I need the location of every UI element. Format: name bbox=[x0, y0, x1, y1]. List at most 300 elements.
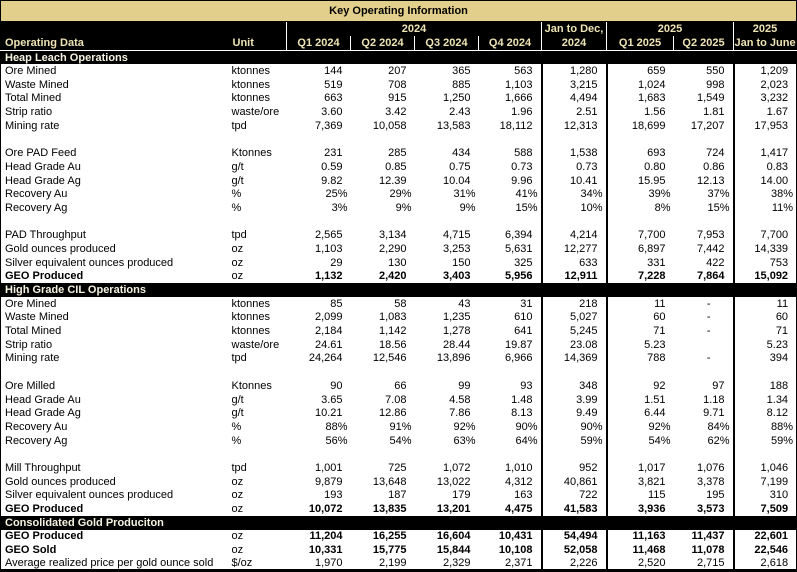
row-value: 97 bbox=[712, 379, 725, 392]
row-label: Strip ratio bbox=[5, 338, 53, 351]
row-value: 10,331 bbox=[308, 544, 343, 557]
table-row bbox=[1, 406, 797, 420]
row-unit: Ktonnes bbox=[231, 147, 272, 160]
row-value: 10,431 bbox=[498, 530, 533, 543]
row-value: 18.56 bbox=[378, 338, 407, 351]
row-value bbox=[351, 215, 415, 229]
row-value: 22,546 bbox=[734, 543, 797, 557]
row-value bbox=[287, 365, 351, 379]
row-value: 179 bbox=[452, 489, 471, 502]
row-value: 693 bbox=[607, 146, 674, 160]
row-value: 12.39 bbox=[378, 174, 407, 187]
row-value: 4,715 bbox=[442, 229, 471, 242]
row-value: 15,844 bbox=[436, 544, 471, 557]
spacer-row bbox=[1, 447, 797, 461]
row-value: 22,601 bbox=[734, 530, 797, 544]
row-value bbox=[674, 447, 734, 461]
row-label: Average realized price per gold ounce sold bbox=[5, 557, 214, 570]
row-value: 519 bbox=[324, 78, 343, 91]
row-value: 4.58 bbox=[449, 393, 471, 406]
row-value: 92% bbox=[453, 420, 476, 433]
row-value: 0.86 bbox=[703, 160, 725, 173]
section-header-row bbox=[1, 283, 797, 297]
row-value: 3,573 bbox=[696, 503, 725, 516]
row-value: 1.96 bbox=[511, 106, 533, 119]
row-value: 195 bbox=[706, 489, 725, 502]
table-row bbox=[1, 242, 797, 256]
row-value: 90% bbox=[515, 420, 538, 433]
table-row bbox=[1, 338, 797, 352]
row-value: 7,953 bbox=[696, 229, 725, 242]
row-value: 4,214 bbox=[542, 228, 607, 242]
row-value: 11,204 bbox=[309, 530, 343, 543]
row-value: 0.85 bbox=[385, 160, 407, 173]
row-value: 12.13 bbox=[696, 174, 725, 187]
row-label: Head Grade Ag bbox=[5, 174, 81, 187]
table-row bbox=[1, 64, 797, 78]
row-value: 59% bbox=[542, 434, 607, 448]
row-value: 12,277 bbox=[542, 242, 607, 256]
row-value: 3.60 bbox=[321, 106, 343, 119]
row-label: Mill Throughput bbox=[5, 461, 81, 474]
table-row bbox=[1, 420, 797, 434]
year-header-2024: 2024 bbox=[287, 22, 542, 36]
row-value: 37% bbox=[707, 188, 730, 201]
row-value: - bbox=[706, 325, 711, 338]
row-value: 310 bbox=[734, 489, 797, 503]
row-value: 1,250 bbox=[442, 92, 471, 105]
row-value bbox=[542, 215, 607, 229]
row-value: 1,538 bbox=[542, 146, 607, 160]
table-row bbox=[1, 352, 797, 366]
row-value: 0.73 bbox=[511, 160, 533, 173]
row-value: 722 bbox=[542, 489, 607, 503]
row-value: 7,199 bbox=[734, 475, 797, 489]
row-value: 1,280 bbox=[542, 64, 607, 78]
table-row bbox=[1, 434, 797, 448]
row-value: 1,549 bbox=[696, 92, 725, 105]
row-value: 610 bbox=[514, 311, 533, 324]
row-value: 71 bbox=[734, 324, 797, 338]
col-header-q2-2024: Q2 2024 bbox=[351, 36, 415, 51]
row-value: 25% bbox=[325, 188, 348, 201]
table-row bbox=[1, 228, 797, 242]
table-row bbox=[1, 557, 797, 571]
row-value: 13,896 bbox=[436, 352, 471, 365]
row-value: 1,001 bbox=[314, 461, 343, 474]
row-label: Ore PAD Feed bbox=[5, 147, 77, 160]
jan-to-dec-header-line1: Jan to Dec, bbox=[542, 22, 607, 36]
row-value: 9.71 bbox=[703, 407, 725, 420]
row-value: 188 bbox=[734, 379, 797, 393]
row-value: 91% bbox=[389, 420, 412, 433]
table-row bbox=[1, 187, 797, 201]
table-row bbox=[1, 270, 797, 284]
row-value: 3,253 bbox=[442, 242, 471, 255]
row-value: 6,394 bbox=[504, 229, 533, 242]
row-value: 3.65 bbox=[321, 393, 343, 406]
row-label: Silver equivalent ounces produced bbox=[5, 489, 174, 502]
row-value: 99 bbox=[458, 379, 471, 392]
row-value: 24,264 bbox=[308, 352, 343, 365]
row-label: Ore Milled bbox=[5, 379, 56, 392]
table-row bbox=[1, 379, 797, 393]
row-value bbox=[351, 447, 415, 461]
row-value: 13,583 bbox=[436, 119, 471, 132]
row-value: 1,683 bbox=[607, 92, 674, 106]
row-value bbox=[734, 365, 797, 379]
table-row bbox=[1, 489, 797, 503]
row-value: 331 bbox=[607, 256, 674, 270]
row-value: 10,058 bbox=[372, 119, 407, 132]
row-value: 56% bbox=[325, 434, 348, 447]
row-value: 5,245 bbox=[542, 324, 607, 338]
row-value: 92% bbox=[607, 420, 674, 434]
row-value: 11 bbox=[607, 297, 674, 311]
row-value: 2,565 bbox=[314, 229, 343, 242]
row-value: 1,970 bbox=[314, 557, 343, 570]
row-value: 4,312 bbox=[504, 475, 533, 488]
row-label: Silver equivalent ounces produced bbox=[5, 256, 174, 269]
row-value: 90% bbox=[542, 420, 607, 434]
row-unit: $/oz bbox=[231, 557, 253, 570]
row-value: 90 bbox=[330, 379, 343, 392]
row-value: 15.95 bbox=[607, 174, 674, 188]
row-value: 40,861 bbox=[542, 475, 607, 489]
row-label bbox=[1, 365, 229, 379]
row-value: 1,209 bbox=[734, 64, 797, 78]
row-value: 1.56 bbox=[607, 105, 674, 119]
row-unit: waste/ore bbox=[231, 106, 280, 119]
row-value bbox=[542, 133, 607, 147]
col-header-operating-data: Operating Data bbox=[1, 36, 229, 51]
row-value: 1.18 bbox=[703, 393, 725, 406]
row-value: 14,369 bbox=[542, 352, 607, 366]
row-value: 66 bbox=[394, 379, 407, 392]
row-unit: % bbox=[231, 420, 242, 433]
row-value: 13,201 bbox=[436, 503, 471, 516]
row-value: 7,700 bbox=[734, 228, 797, 242]
row-label: GEO Sold bbox=[5, 544, 57, 557]
row-value: 11% bbox=[734, 201, 797, 215]
row-value: 10,072 bbox=[308, 503, 343, 516]
row-value: 3,134 bbox=[378, 229, 407, 242]
row-label: GEO Produced bbox=[5, 270, 84, 283]
row-value: 3,378 bbox=[696, 475, 725, 488]
row-value: 7,369 bbox=[314, 119, 343, 132]
row-value: 724 bbox=[706, 147, 725, 160]
row-unit: ktonnes bbox=[231, 65, 271, 78]
row-value: 1,010 bbox=[504, 461, 533, 474]
row-value: 663 bbox=[324, 92, 343, 105]
row-value: 2.43 bbox=[449, 106, 471, 119]
table-row bbox=[1, 174, 797, 188]
row-value: 8.13 bbox=[511, 407, 533, 420]
row-value: 1.51 bbox=[607, 393, 674, 407]
row-value: 7,864 bbox=[696, 270, 725, 283]
row-value: 434 bbox=[452, 147, 471, 160]
row-value: 93 bbox=[520, 379, 533, 392]
row-label: Gold ounces produced bbox=[5, 242, 116, 255]
row-value: 9.82 bbox=[321, 174, 343, 187]
row-value: 193 bbox=[324, 489, 343, 502]
row-value bbox=[287, 447, 351, 461]
row-value: 71 bbox=[607, 324, 674, 338]
row-unit: waste/ore bbox=[231, 338, 280, 351]
row-value: 207 bbox=[388, 65, 407, 78]
year-header-2025: 2025 bbox=[607, 22, 734, 36]
row-value: 3,936 bbox=[607, 502, 674, 516]
row-value: 3,215 bbox=[542, 78, 607, 92]
row-value: 16,604 bbox=[436, 530, 471, 543]
row-value: 115 bbox=[607, 489, 674, 503]
row-label: GEO Produced bbox=[5, 530, 84, 543]
row-value: 11,468 bbox=[607, 543, 674, 557]
row-label: Gold ounces produced bbox=[5, 475, 116, 488]
row-value: 12,911 bbox=[542, 270, 607, 284]
row-value: 1.34 bbox=[734, 393, 797, 407]
row-value: 2,329 bbox=[442, 557, 471, 570]
row-value: 1,666 bbox=[504, 92, 533, 105]
row-value: 2,715 bbox=[696, 557, 725, 570]
row-unit: oz bbox=[231, 530, 244, 543]
row-value: 2,290 bbox=[378, 242, 407, 255]
row-value: 11,078 bbox=[691, 544, 725, 557]
row-value bbox=[674, 365, 734, 379]
row-unit: oz bbox=[231, 503, 244, 516]
row-value: 163 bbox=[514, 489, 533, 502]
row-value: 58 bbox=[394, 297, 407, 310]
row-value: 11,163 bbox=[607, 530, 674, 544]
table-row bbox=[1, 78, 797, 92]
row-value: 144 bbox=[324, 65, 343, 78]
row-value: 187 bbox=[388, 489, 407, 502]
table-row bbox=[1, 146, 797, 160]
row-value: 28.44 bbox=[442, 338, 471, 351]
row-label bbox=[1, 215, 229, 229]
row-value: 1,417 bbox=[734, 146, 797, 160]
col-header-q2-2025: Q2 2025 bbox=[674, 36, 734, 51]
row-value: 2,520 bbox=[607, 557, 674, 571]
row-value: 54% bbox=[389, 434, 412, 447]
row-label: Recovery Ag bbox=[5, 201, 68, 214]
row-value bbox=[415, 447, 479, 461]
table-row bbox=[1, 256, 797, 270]
row-value: 64% bbox=[515, 434, 538, 447]
row-value: 3,403 bbox=[442, 270, 471, 283]
row-value: 9% bbox=[395, 201, 412, 214]
row-value: 7,509 bbox=[734, 502, 797, 516]
section-header-row bbox=[1, 51, 797, 65]
row-unit: ktonnes bbox=[231, 78, 271, 91]
row-value: 23.08 bbox=[542, 338, 607, 352]
table-row bbox=[1, 92, 797, 106]
row-value: 1,103 bbox=[504, 78, 533, 91]
row-unit: tpd bbox=[231, 352, 247, 365]
table-row bbox=[1, 543, 797, 557]
row-value: 31 bbox=[520, 297, 533, 310]
row-value: 1,278 bbox=[442, 325, 471, 338]
row-value bbox=[734, 447, 797, 461]
row-value: 633 bbox=[542, 256, 607, 270]
row-value: - bbox=[706, 297, 711, 310]
row-value: 4,475 bbox=[504, 503, 533, 516]
row-label bbox=[1, 133, 229, 147]
row-value: 563 bbox=[514, 65, 533, 78]
row-unit: ktonnes bbox=[231, 92, 271, 105]
row-label: Ore Mined bbox=[5, 65, 57, 78]
row-value bbox=[607, 365, 674, 379]
row-value: 34% bbox=[542, 187, 607, 201]
row-value: 12.86 bbox=[378, 407, 407, 420]
row-value bbox=[607, 215, 674, 229]
row-value: 10.21 bbox=[314, 407, 343, 420]
row-value bbox=[479, 215, 542, 229]
row-value: 0.75 bbox=[449, 160, 471, 173]
row-unit: tpd bbox=[231, 229, 247, 242]
row-value: 18,699 bbox=[607, 119, 674, 133]
row-value: 18,112 bbox=[499, 119, 533, 132]
row-value: 659 bbox=[607, 64, 674, 78]
spacer-row bbox=[1, 215, 797, 229]
row-value: 88% bbox=[734, 420, 797, 434]
row-unit: g/t bbox=[231, 393, 244, 406]
row-value: 1,024 bbox=[607, 78, 674, 92]
row-value bbox=[674, 133, 734, 147]
row-unit: ktonnes bbox=[231, 311, 271, 324]
row-value: 885 bbox=[452, 78, 471, 91]
row-value: 348 bbox=[542, 379, 607, 393]
row-value: 998 bbox=[706, 78, 725, 91]
row-value: 15,775 bbox=[372, 544, 407, 557]
col-header-q1-2025: Q1 2025 bbox=[607, 36, 674, 51]
row-unit: oz bbox=[231, 475, 244, 488]
row-value: 231 bbox=[324, 147, 343, 160]
row-value: 365 bbox=[452, 65, 471, 78]
row-value: 41,583 bbox=[542, 502, 607, 516]
row-value: 5.23 bbox=[607, 338, 674, 352]
row-value: - bbox=[706, 352, 711, 365]
row-value bbox=[479, 365, 542, 379]
page-title: Key Operating Information bbox=[1, 1, 797, 22]
row-value: 92 bbox=[607, 379, 674, 393]
row-value bbox=[287, 215, 351, 229]
row-value: 12,546 bbox=[372, 352, 407, 365]
row-value: 9,879 bbox=[314, 475, 343, 488]
row-value: 16,255 bbox=[372, 530, 407, 543]
row-value: 8.12 bbox=[734, 406, 797, 420]
row-value: 3,232 bbox=[734, 92, 797, 106]
jan-to-june-year-header: 2025 bbox=[734, 22, 797, 36]
row-value: 7,228 bbox=[607, 270, 674, 284]
row-value: 14.00 bbox=[734, 174, 797, 188]
row-label: Mining rate bbox=[5, 119, 60, 132]
row-unit: tpd bbox=[231, 461, 247, 474]
row-value bbox=[734, 215, 797, 229]
row-value: 2,023 bbox=[734, 78, 797, 92]
row-value: 2,199 bbox=[378, 557, 407, 570]
row-value: 7,442 bbox=[696, 242, 725, 255]
row-value: 1,072 bbox=[442, 461, 471, 474]
row-unit: tpd bbox=[231, 119, 247, 132]
row-unit bbox=[229, 447, 287, 461]
row-value: 14,339 bbox=[734, 242, 797, 256]
row-value bbox=[607, 133, 674, 147]
col-header-jan-to-june: Jan to June bbox=[734, 36, 796, 49]
row-value: 1,103 bbox=[314, 242, 343, 255]
row-value: 1.81 bbox=[703, 106, 725, 119]
col-header-q3-2024: Q3 2024 bbox=[415, 36, 479, 51]
row-value bbox=[479, 447, 542, 461]
row-value: 2,371 bbox=[504, 557, 533, 570]
row-label: Total Mined bbox=[5, 325, 62, 338]
row-label: Recovery Au bbox=[5, 420, 68, 433]
spacer-row bbox=[1, 133, 797, 147]
table-row bbox=[1, 105, 797, 119]
row-value: 7.08 bbox=[385, 393, 407, 406]
row-value bbox=[542, 447, 607, 461]
spacer-row bbox=[1, 365, 797, 379]
row-value: 5.23 bbox=[734, 338, 797, 352]
row-value: 3,821 bbox=[607, 475, 674, 489]
table-body bbox=[1, 51, 797, 571]
row-value: 7.86 bbox=[449, 407, 471, 420]
row-value: 915 bbox=[388, 92, 407, 105]
row-unit: g/t bbox=[231, 174, 244, 187]
row-unit: Ktonnes bbox=[231, 379, 272, 392]
row-value bbox=[734, 133, 797, 147]
row-value: 422 bbox=[706, 256, 725, 269]
row-label: PAD Throughput bbox=[5, 229, 86, 242]
row-label: GEO Produced bbox=[5, 503, 84, 516]
row-value bbox=[287, 133, 351, 147]
row-label: Strip ratio bbox=[5, 106, 53, 119]
row-value: 19.87 bbox=[504, 338, 533, 351]
row-value: 788 bbox=[607, 352, 674, 366]
row-value bbox=[674, 215, 734, 229]
row-unit: % bbox=[231, 434, 242, 447]
table-row bbox=[1, 324, 797, 338]
year-header-spacer bbox=[1, 22, 287, 36]
col-header-q4-2024: Q4 2024 bbox=[479, 36, 542, 51]
row-value: 394 bbox=[734, 352, 797, 366]
row-value: 62% bbox=[707, 434, 730, 447]
row-label: Head Grade Ag bbox=[5, 407, 81, 420]
col-header-q1-2024: Q1 2024 bbox=[287, 36, 351, 51]
row-value: 2,226 bbox=[542, 557, 607, 571]
table-row bbox=[1, 119, 797, 133]
row-label: Recovery Ag bbox=[5, 434, 68, 447]
section-title: High Grade CIL Operations bbox=[1, 283, 797, 297]
section-title: Heap Leach Operations bbox=[1, 51, 797, 65]
row-value: 15,092 bbox=[734, 270, 797, 284]
row-value: 15% bbox=[707, 201, 730, 214]
row-value: 1,017 bbox=[607, 461, 674, 475]
row-value: 13,835 bbox=[372, 503, 407, 516]
row-value: 2,618 bbox=[734, 557, 797, 571]
row-value: 1,142 bbox=[378, 325, 407, 338]
row-value: 1.48 bbox=[511, 393, 533, 406]
row-value: 24.61 bbox=[314, 338, 343, 351]
row-value: 9.49 bbox=[542, 406, 607, 420]
row-unit: % bbox=[231, 188, 242, 201]
row-value: 43 bbox=[458, 297, 471, 310]
row-value: 15% bbox=[515, 201, 538, 214]
row-value: 1,083 bbox=[378, 311, 407, 324]
row-value: 85 bbox=[330, 297, 343, 310]
table-row bbox=[1, 530, 797, 544]
row-value: 10.04 bbox=[442, 174, 471, 187]
